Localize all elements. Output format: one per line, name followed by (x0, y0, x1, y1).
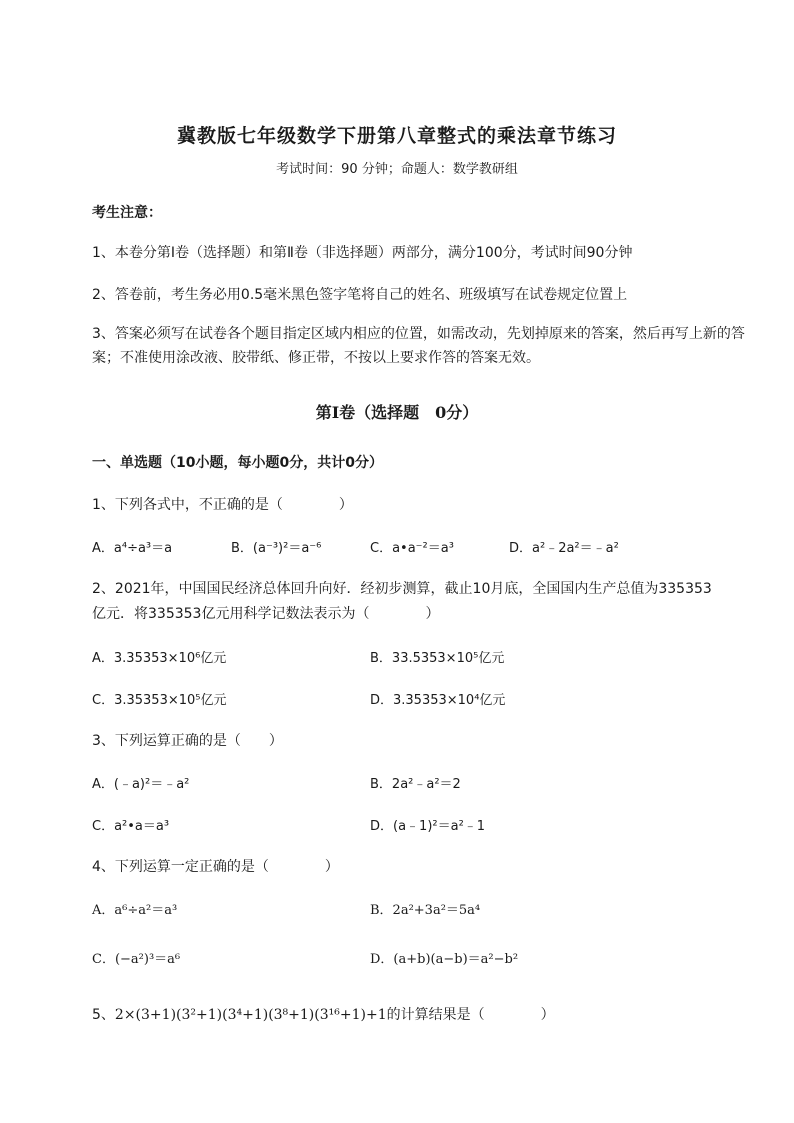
question-stem: 1、下列各式中，不正确的是（ ） (92, 497, 353, 513)
exam-info: 考试时间：90 分钟；命题人：数学教研组 (276, 162, 518, 177)
part-heading: 一、单选题（10小题，每小题0分，共计0分） (92, 455, 383, 471)
notice-item: 3、答案必须写在试卷各个题目指定区域内相应的位置，如需改动，先划掉原来的答案，然后再写上新的答案；不准使用涂改液、胶带纸、修正带，不按以上要求作答的答案无效。 (92, 326, 745, 366)
option-a[interactable]: A．a⁶÷a²＝a³ (92, 903, 178, 918)
option-c[interactable]: C．3.35353×10⁵亿元 (92, 693, 227, 708)
question-stem (92, 1004, 555, 1024)
option-a[interactable]: A．3.35353×10⁶亿元 (92, 651, 227, 666)
option-b[interactable]: B．33.5353×10⁵亿元 (370, 651, 505, 666)
page-title: 冀教版七年级数学下册第八章整式的乘法章节练习 (176, 125, 617, 147)
option-d[interactable]: D．a²﹣2a²＝﹣a² (509, 541, 619, 556)
option-a[interactable]: A．a⁴÷a³＝a (92, 541, 173, 556)
notice-heading: 考生注意： (92, 205, 162, 221)
option-c[interactable]: C．a²•a＝a³ (92, 819, 170, 834)
option-c[interactable]: C．(−a²)³＝a⁶ (92, 952, 181, 967)
section-title: 第Ⅰ卷（选择题 0分） (315, 403, 479, 422)
question-number: 5、 (92, 1007, 115, 1023)
option-c[interactable]: C．a•a⁻²＝a³ (370, 541, 454, 556)
option-a[interactable]: A．(﹣a)²＝﹣a² (92, 777, 190, 792)
notice-item: 2、答卷前，考生务必用0.5毫米黑色签字笔将自己的姓名、班级填写在试卷规定位置上 (92, 287, 628, 303)
option-b[interactable]: B．(a⁻³)²＝a⁻⁶ (231, 541, 322, 556)
option-d[interactable]: D．3.35353×10⁴亿元 (370, 693, 506, 708)
question-stem: 3、下列运算正确的是（ ） (92, 733, 283, 749)
option-b[interactable]: B．2a²+3a²＝5a⁴ (370, 903, 481, 918)
option-b[interactable]: B．2a²﹣a²＝2 (370, 777, 461, 792)
question-stem: 2、2021年，中国国民经济总体回升向好．经初步测算，截止10月底，全国国内生产总值为335353 (92, 581, 712, 597)
question-stem-cont: 亿元．将335353亿元用科学记数法表示为（ ） (92, 606, 440, 622)
question-stem: 4、下列运算一定正确的是（ ） (92, 859, 339, 875)
option-d[interactable]: D．(a+b)(a−b)＝a²−b² (370, 952, 519, 967)
option-d[interactable]: D．(a﹣1)²＝a²﹣1 (370, 819, 486, 834)
notice-item: 1、本卷分第Ⅰ卷（选择题）和第Ⅱ卷（非选择题）两部分，满分100分，考试时间90分钟 (92, 245, 633, 261)
math-expression: 2×(3+1)(3²+1)(3⁴+1)(3⁸+1)(3¹⁶+1)+1 (114, 1007, 387, 1023)
question-stem-suffix: 的计算结果是（ ） (386, 1007, 555, 1023)
